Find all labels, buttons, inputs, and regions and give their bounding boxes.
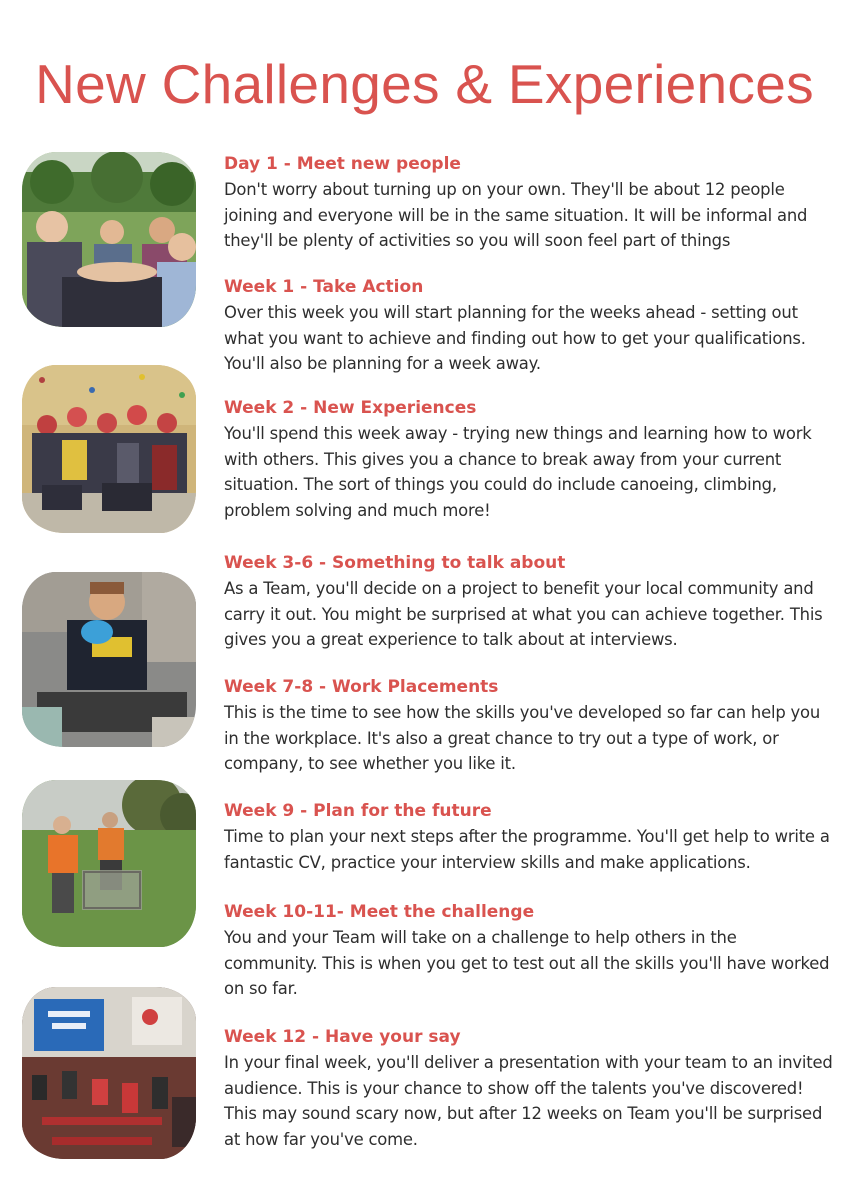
section-week-3-6: [224, 552, 834, 653]
group-climbing-wall-photo: [22, 365, 196, 533]
section-heading: Week 10-11- Meet the challenge: [224, 902, 535, 922]
section-heading: Week 1 - Take Action: [224, 277, 424, 297]
section-week-10-11: [224, 901, 834, 1002]
section-body: Don't worry about turning up on your own. They'll be about 12 people joining and everyone will be in the same situation. It will be informal and they'll be plenty of activities so you will soon feel part of things: [224, 180, 808, 251]
section-heading: Week 7-8 - Work Placements: [224, 677, 499, 697]
section-body: This is the time to see how the skills you've developed so far can help you in the workplace. It's also a great chance to try out a type of work, or company, to see whether you like it.: [224, 703, 821, 774]
section-heading: Week 2 - New Experiences: [224, 398, 477, 418]
man-painting-photo: [22, 572, 196, 747]
presentation-audience-photo: [22, 987, 196, 1159]
section-heading: Week 3-6 - Something to talk about: [224, 553, 566, 573]
section-week-2: [224, 397, 834, 523]
section-heading: Day 1 - Meet new people: [224, 154, 461, 174]
section-heading: Week 12 - Have your say: [224, 1027, 461, 1047]
section-week-1: [224, 276, 834, 377]
section-week-12: [224, 1026, 834, 1152]
page-title: New Challenges & Experiences: [35, 53, 814, 115]
workers-garden-photo: [22, 780, 196, 947]
section-body: In your final week, you'll deliver a presentation with your team to an invited audience. This is your chance to show off the talents you've discovered! This may sound scary now, but after 12 weeks on Team you'll be surprised at how far you've come.: [224, 1053, 833, 1149]
section-heading: Week 9 - Plan for the future: [224, 801, 492, 821]
section-week-9: [224, 800, 834, 875]
section-body: Over this week you will start planning for the weeks ahead - setting out what you want to achieve and finding out how to get your qualifications. You'll also be planning for a week away.: [224, 303, 806, 374]
section-week-7-8: [224, 676, 834, 777]
section-body: As a Team, you'll decide on a project to benefit your local community and carry it out. You might be surprised at what you can achieve together. This gives you a great experience to talk about at interviews.: [224, 579, 823, 650]
section-day-1: [224, 153, 834, 254]
section-body: Time to plan your next steps after the programme. You'll get help to write a fantastic CV, practice your interview skills and make applications.: [224, 827, 830, 872]
group-hands-in-park-photo: [22, 152, 196, 327]
section-body: You'll spend this week away - trying new things and learning how to work with others. This gives you a chance to break away from your current situation. The sort of things you could do include canoeing, climbing, problem solving and much more!: [224, 424, 812, 520]
section-body: You and your Team will take on a challenge to help others in the community. This is when you get to test out all the skills you'll have worked on so far.: [224, 928, 830, 999]
